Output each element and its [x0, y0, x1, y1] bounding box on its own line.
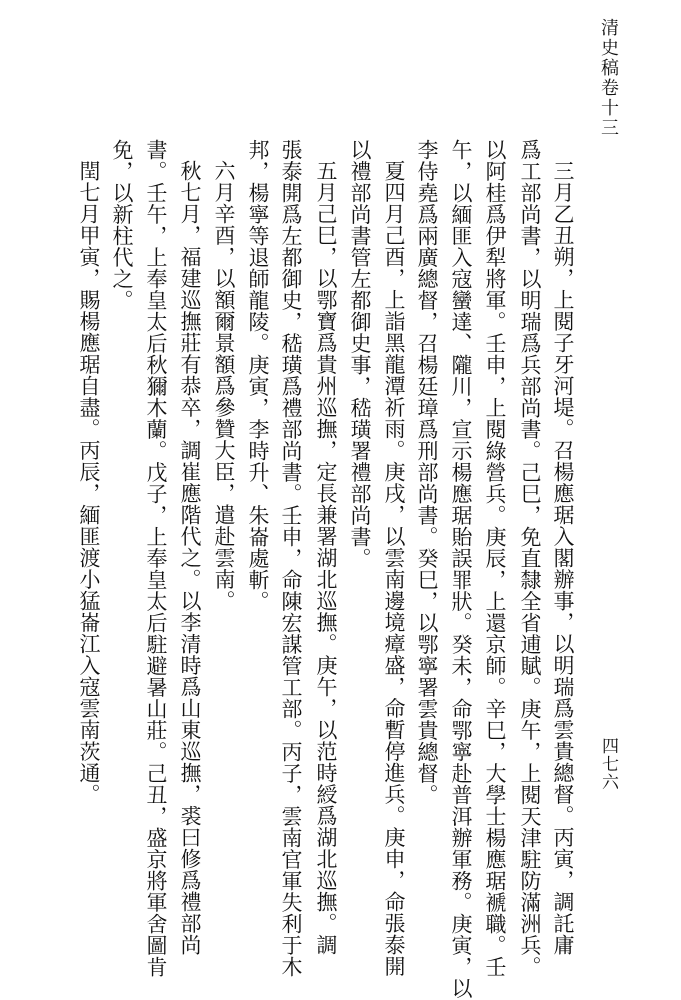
text-column-1: 三月乙丑朔，上閱子牙河堤。召楊應琚入閣辦事，以明瑞爲雲貴總督。丙寅，調託庸 — [551, 160, 575, 956]
book-title: 清史稿卷十三 — [598, 18, 619, 138]
text-column-4: 午，以緬匪入寇蠻達、隴川，宣示楊應琚貽誤罪狀。癸未，命鄂寧赴普洱辦軍務。庚寅，以 — [449, 139, 473, 999]
text-column-5: 李侍堯爲兩廣總督，召楊廷璋爲刑部尚書。癸巳，以鄂寧署雲貴總督。 — [415, 139, 439, 806]
text-column-6: 夏四月己酉，上詣黑龍潭祈雨。庚戌，以雲南邊境瘴盛，命暫停進兵。庚申，命張泰開 — [382, 160, 406, 977]
text-column-12: 秋七月，福建巡撫莊有恭卒，調崔應階代之。以李清時爲山東巡撫，裘曰修爲禮部尚 — [178, 160, 202, 956]
text-column-9: 張泰開爲左都御史，嵇璜爲禮部尚書。壬申，命陳宏謀管工部。丙子，雲南官軍失利于木 — [279, 139, 303, 978]
text-column-2: 爲工部尚書，以明瑞爲兵部尚書。己巳，免直隸全省逋賦。庚午，上閱天津駐防滿洲兵。 — [518, 139, 542, 978]
text-column-10: 邦，楊寧等退師龍陵。庚寅，李時升、朱崙處斬。 — [246, 139, 270, 612]
text-column-7: 以禮部尚書管左都御史事，嵇璜署禮部尚書。 — [348, 139, 372, 569]
text-column-11: 六月辛酉，以額爾景額爲參贊大臣，遣赴雲南。 — [212, 160, 236, 612]
text-column-8: 五月己巳，以鄂寶爲貴州巡撫，定長兼署湖北巡撫。庚午，以范時綬爲湖北巡撫。調 — [314, 160, 338, 956]
text-column-3: 以阿桂爲伊犁將軍。壬申，上閱綠營兵。庚辰，上還京師。辛巳，大學士楊應琚褫職。壬 — [483, 139, 507, 978]
text-column-15: 閏七月甲寅，賜楊應琚自盡。丙辰，緬匪渡小猛崙江入寇雲南茨通。 — [77, 160, 101, 805]
text-column-14: 免，以新柱代之。 — [110, 139, 134, 311]
text-column-13: 書。壬午，上奉皇太后秋獮木蘭。戊子，上奉皇太后駐避暑山莊。己丑，盛京將軍舍圖肯 — [144, 139, 168, 978]
page-number: 四七六 — [598, 737, 618, 791]
